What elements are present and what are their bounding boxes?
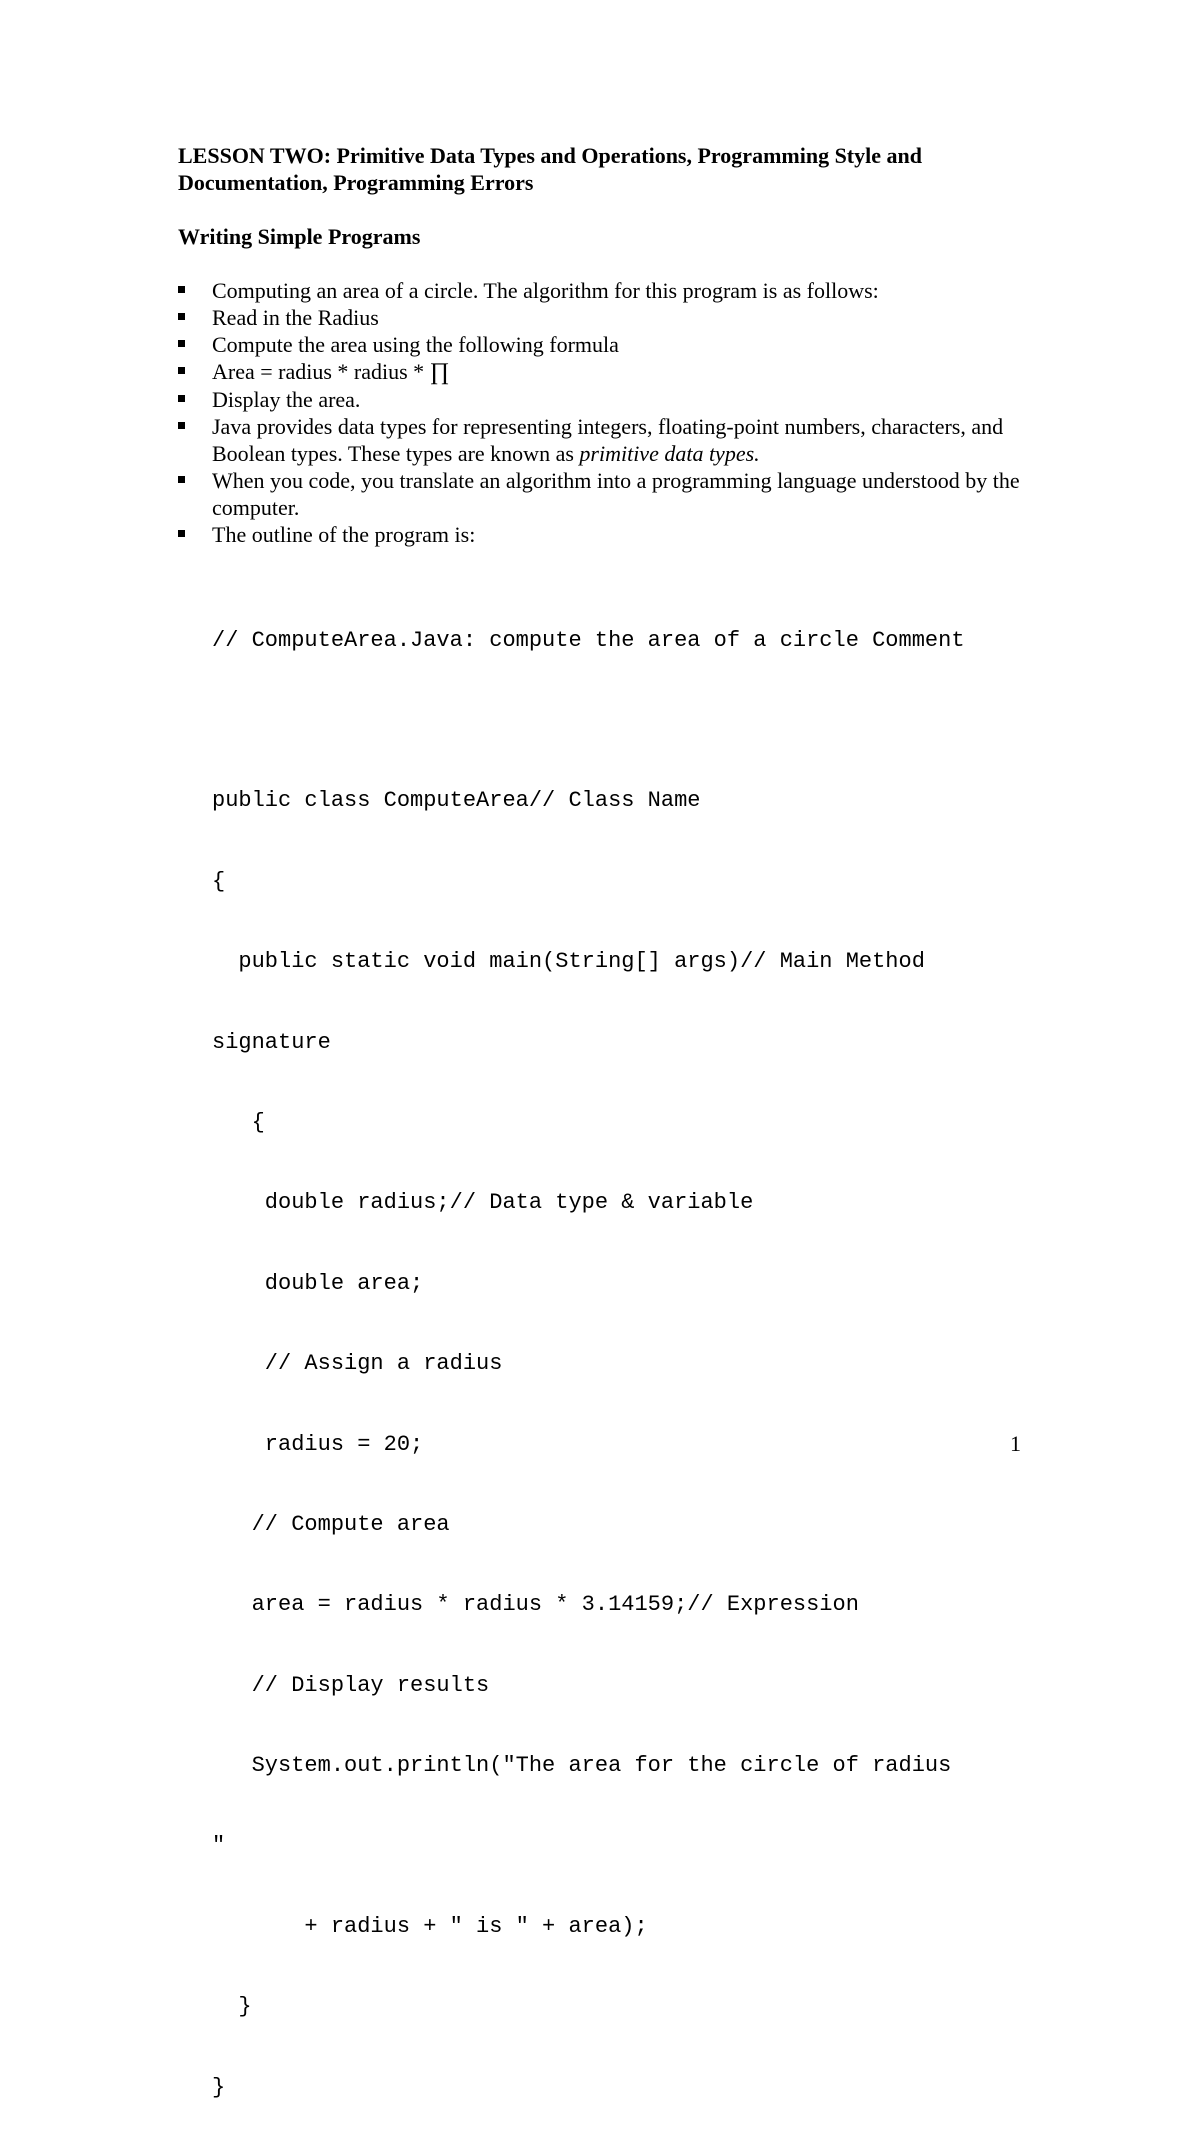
bullet-text: Display the area.: [212, 387, 361, 412]
code-line: [212, 708, 965, 735]
code-line: ": [212, 1833, 226, 1859]
square-bullet-icon: [178, 286, 185, 293]
square-bullet-icon: [178, 422, 185, 429]
bullet-text: When you code, you translate an algorithm into a programming language understood by the computer.: [212, 468, 1020, 520]
square-bullet-icon: [178, 530, 185, 537]
page-number: 1: [1010, 1431, 1021, 1456]
code-line: // Assign a radius: [212, 1351, 503, 1377]
list-item: [178, 277, 1038, 304]
bullet-text: Area = radius * radius *: [212, 359, 430, 384]
list-item: [178, 413, 1038, 467]
code-line: // Compute area: [212, 1511, 450, 1537]
list-item: [178, 331, 1038, 358]
code-line: // Display results: [212, 1672, 490, 1698]
emphasis-text: primitive data types.: [579, 441, 760, 466]
square-bullet-icon: [178, 395, 185, 402]
list-item: [178, 358, 1038, 386]
code-line: double radius;// Data type & variable: [212, 1190, 754, 1216]
code-line: }: [212, 1994, 252, 2020]
section-heading: Writing Simple Programs: [178, 224, 421, 249]
square-bullet-icon: [178, 313, 185, 320]
bullet-text: Computing an area of a circle. The algorithm for this program is as follows:: [212, 278, 879, 303]
square-bullet-icon: [178, 476, 185, 483]
list-item: [178, 386, 1038, 413]
bullet-text: Java provides data types for representing integers, floating-point numbers, characters, and Boolean types. These types are known as: [212, 414, 1004, 466]
code-line: public static void main(String[] args)// Main Method: [212, 949, 925, 975]
code-line: public class ComputeArea// Class Name: [212, 788, 701, 814]
square-bullet-icon: [178, 340, 185, 347]
code-line: signature: [212, 1029, 331, 1055]
code-line: double area;: [212, 1270, 424, 1296]
lesson-title: LESSON TWO: Primitive Data Types and Operations, Programming Style and Documentation, Programming Errors: [178, 143, 922, 195]
code-block: [212, 574, 965, 2155]
code-line: radius = 20;: [212, 1431, 424, 1457]
list-item: [178, 521, 1038, 548]
pi-symbol: ∏: [429, 359, 450, 385]
list-item: [178, 467, 1038, 521]
code-line: + radius + " is " + area);: [212, 1913, 648, 1939]
bullet-text: The outline of the program is:: [212, 522, 476, 547]
bullet-text: Read in the Radius: [212, 305, 379, 330]
square-bullet-icon: [178, 367, 185, 374]
code-line: }: [212, 2074, 226, 2100]
bullet-list: [178, 277, 1038, 548]
code-line: {: [212, 868, 226, 894]
code-line: {: [212, 1109, 265, 1135]
bullet-text: Compute the area using the following formula: [212, 332, 619, 357]
code-line: // ComputeArea.Java: compute the area of a circle Comment: [212, 627, 965, 653]
list-item: [178, 304, 1038, 331]
code-line: area = radius * radius * 3.14159;// Expression: [212, 1592, 859, 1618]
code-line: System.out.println("The area for the circle of radius: [212, 1753, 952, 1779]
